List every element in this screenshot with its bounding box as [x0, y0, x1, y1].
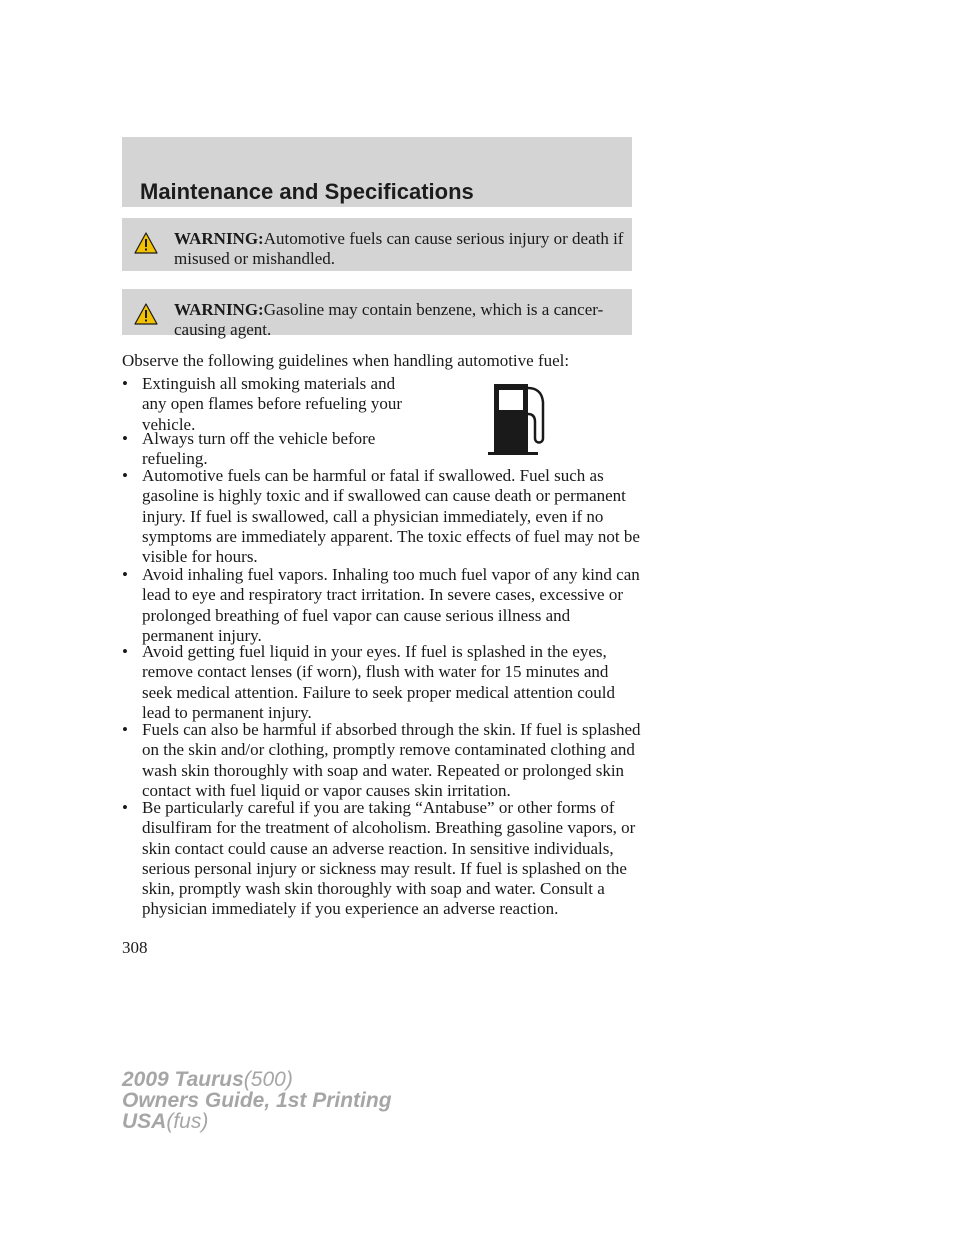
footer-model: 2009 Taurus [122, 1068, 244, 1091]
bullet-marker: • [122, 642, 128, 661]
footer-model-code: (500) [243, 1068, 293, 1091]
warning-box-fuel-injury [122, 218, 632, 271]
warning-text [174, 300, 624, 340]
footer-line-2: Owners Guide, 1st Printing [122, 1089, 392, 1112]
fuel-pump-icon [488, 382, 550, 460]
footer-line-1 [122, 1069, 392, 1090]
warning-message: Automotive fuels can cause serious injury or death if misused or mishandled. [174, 229, 624, 268]
bullet-text: Automotive fuels can be harmful or fatal if swallowed. Fuel such as gasoline is highly toxic and if swallowed can cause death or permanent injury. If fuel is swallowed, call a physician immediately, even if no symptoms are immediately apparent. The toxic effects of fuel may not be visible for hours. [142, 466, 640, 567]
section-header [122, 137, 632, 207]
warning-box-benzene [122, 289, 632, 339]
bullet-marker: • [122, 466, 128, 485]
warning-triangle-icon [134, 232, 158, 254]
bullet-text: Avoid inhaling fuel vapors. Inhaling too much fuel vapor of any kind can lead to eye and respiratory tract irritation. In severe cases, excessive or prolonged breathing of fuel vapor can cause serious illness and permanent injury. [142, 565, 640, 645]
bullet-marker: • [122, 374, 128, 393]
warning-message: Gasoline may contain benzene, which is a cancer-causing agent. [174, 300, 604, 339]
footer-imprint [122, 1069, 392, 1132]
bullet-text: Always turn off the vehicle before refueling. [142, 429, 376, 469]
section-title: Maintenance and Specifications [140, 179, 474, 204]
warning-triangle-icon [134, 303, 158, 325]
footer-market-code: (fus) [166, 1110, 209, 1133]
bullet-marker: • [122, 798, 128, 817]
bullet-marker: • [122, 565, 128, 584]
warning-label: WARNING: [174, 300, 264, 319]
bullet-text: Be particularly careful if you are taking “Antabuse” or other forms of disulfiram for the treatment of alcoholism. Breathing gasoline vapors, or skin contact could cause an adverse reaction. In sensitive individuals, serious personal injury or sickness may result. If fuel is splashed on the skin, promptly wash skin thoroughly with soap and water. Consult a physician immediately if you experience an adverse reaction. [142, 798, 636, 919]
warning-text [174, 229, 624, 269]
intro-paragraph: Observe the following guidelines when handling automotive fuel: [122, 351, 570, 370]
page-number: 308 [122, 938, 148, 957]
bullet-text: Fuels can also be harmful if absorbed through the skin. If fuel is splashed on the skin and/or clothing, promptly remove contaminated clothing and wash skin thoroughly with soap and water. Repeated or prolonged skin contact with fuel liquid or vapor causes skin irritation. [142, 720, 641, 800]
warning-label: WARNING: [174, 229, 264, 248]
bullet-text: Avoid getting fuel liquid in your eyes. If fuel is splashed in the eyes, remove contact lenses (if worn), flush with water for 15 minutes and seek medical attention. Failure to seek proper medical attention could lead to permanent injury. [142, 642, 616, 722]
bullet-marker: • [122, 720, 128, 739]
bullet-text: Extinguish all smoking materials and any open flames before refueling your vehicle. [142, 374, 403, 434]
bullet-marker: • [122, 429, 128, 448]
footer-line-3 [122, 1111, 392, 1132]
footer-market: USA [122, 1110, 167, 1133]
